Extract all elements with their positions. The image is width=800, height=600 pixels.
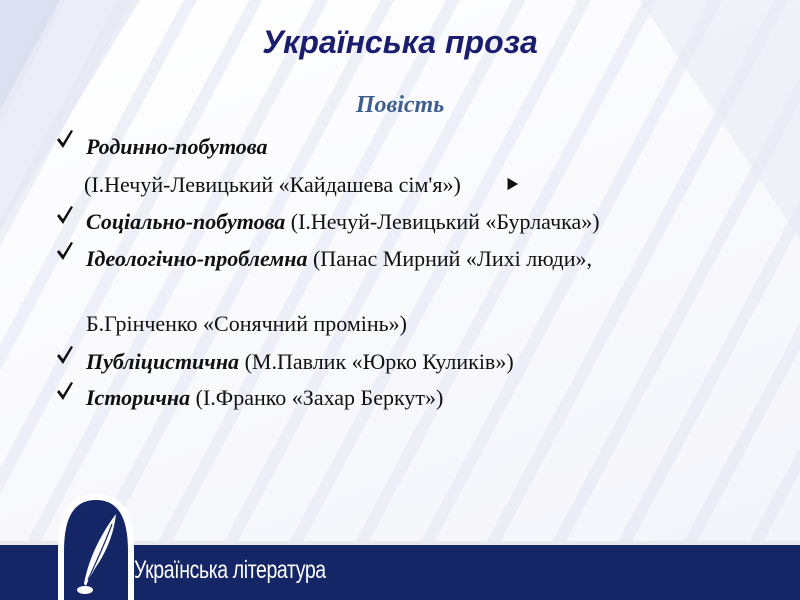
genre-label: Родинно-побутова <box>86 134 268 159</box>
footer-label: Українська література <box>134 556 326 584</box>
checkmark-icon <box>56 128 74 150</box>
genre-label: Соціально-побутова <box>86 209 286 234</box>
list-item <box>86 385 443 411</box>
work-detail: (І.Нечуй-Левицький «Кайдашева сім'я») <box>84 172 461 197</box>
list-item <box>86 246 592 272</box>
genre-label: Публіцистична <box>86 349 240 374</box>
work-detail: (І.Нечуй-Левицький «Бурлачка») <box>285 209 600 234</box>
quill-pen-icon <box>58 492 134 600</box>
checkmark-icon <box>56 204 74 226</box>
list-item <box>86 209 600 235</box>
list-item-continuation <box>86 311 407 337</box>
work-detail: (Панас Мирний «Лихі люди», <box>307 246 592 271</box>
slide-title: Українська проза <box>262 24 538 60</box>
work-detail: Б.Грінченко «Сонячний промінь») <box>86 311 407 336</box>
checkmark-icon <box>56 240 74 262</box>
list-item <box>86 134 267 160</box>
list-item <box>86 349 514 375</box>
work-detail: (М.Павлик «Юрко Куликів») <box>239 349 514 374</box>
work-detail: (І.Франко «Захар Беркут») <box>190 385 444 410</box>
genre-label: Історична <box>86 385 191 410</box>
list-item-continuation <box>84 172 461 198</box>
checkmark-icon <box>56 380 74 402</box>
checkmark-icon <box>56 344 74 366</box>
slide-subtitle: Повість <box>355 92 445 118</box>
genre-label: Ідеологічно-проблемна <box>86 246 308 271</box>
mouse-cursor-icon <box>506 176 520 192</box>
